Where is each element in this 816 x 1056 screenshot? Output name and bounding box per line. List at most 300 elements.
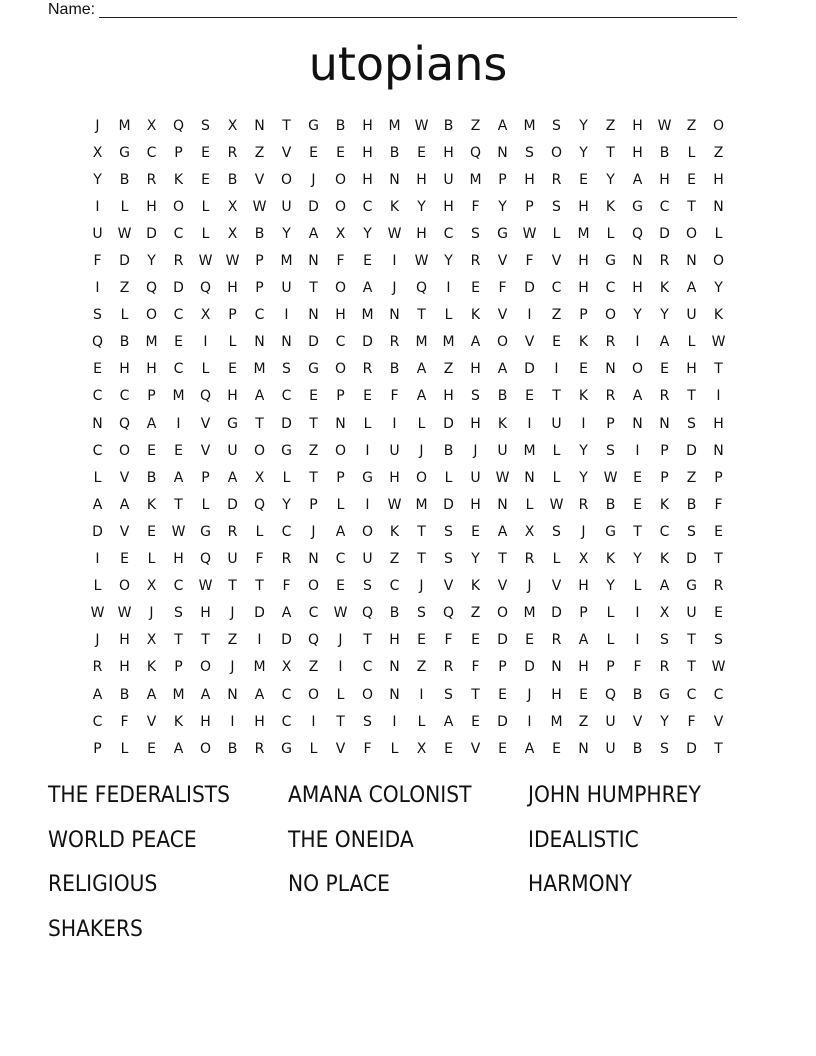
- grid-letter: H: [146, 198, 157, 215]
- grid-letter: P: [714, 469, 723, 486]
- grid-letter: T: [255, 415, 264, 432]
- grid-letter: S: [93, 307, 102, 324]
- grid-letter: E: [174, 334, 183, 351]
- grid-letter: A: [146, 415, 157, 432]
- grid-letter: J: [473, 442, 478, 459]
- grid-letter: N: [308, 253, 319, 270]
- grid-letter: M: [172, 388, 185, 405]
- grid-letter: H: [713, 171, 724, 188]
- grid-letter: N: [389, 659, 400, 676]
- grid-letter: A: [497, 117, 508, 134]
- grid-letter: C: [173, 225, 184, 242]
- grid-letter: O: [415, 469, 428, 486]
- grid-letter: W: [657, 117, 672, 134]
- grid-letter: R: [470, 253, 481, 270]
- grid-letter: F: [120, 713, 129, 730]
- grid-letter: Z: [119, 280, 130, 297]
- grid-letter: A: [578, 632, 589, 649]
- grid-letter: N: [551, 659, 562, 676]
- grid-letter: O: [118, 442, 131, 459]
- grid-letter: A: [254, 388, 265, 405]
- grid-letter: O: [334, 280, 347, 297]
- grid-letter: A: [173, 469, 184, 486]
- grid-letter: Y: [579, 117, 588, 134]
- grid-letter: R: [92, 659, 103, 676]
- grid-letter: N: [497, 496, 508, 513]
- grid-letter: Z: [389, 551, 400, 568]
- word-bank-item: SHAKERS: [48, 916, 143, 942]
- grid-letter: O: [280, 171, 293, 188]
- grid-letter: Z: [254, 144, 265, 161]
- grid-letter: D: [281, 632, 292, 649]
- grid-letter: Q: [91, 334, 104, 351]
- grid-letter: B: [254, 225, 265, 242]
- grid-letter: K: [173, 171, 184, 188]
- grid-letter: V: [713, 713, 724, 730]
- grid-letter: P: [255, 253, 264, 270]
- grid-letter: I: [581, 415, 586, 432]
- grid-letter: I: [230, 713, 235, 730]
- grid-letter: E: [687, 171, 696, 188]
- grid-letter: W: [387, 496, 402, 513]
- name-field: [48, 0, 737, 18]
- grid-letter: J: [338, 632, 343, 649]
- grid-letter: L: [552, 469, 561, 486]
- grid-letter: K: [659, 551, 670, 568]
- grid-letter: E: [498, 686, 507, 703]
- grid-letter: E: [309, 388, 318, 405]
- grid-letter: X: [227, 198, 238, 215]
- grid-letter: L: [417, 713, 426, 730]
- grid-letter: L: [255, 523, 264, 540]
- grid-letter: J: [581, 523, 586, 540]
- grid-letter: T: [336, 713, 345, 730]
- grid-letter: E: [363, 253, 372, 270]
- grid-letter: V: [254, 171, 265, 188]
- grid-letter: N: [254, 117, 265, 134]
- grid-letter: A: [416, 361, 427, 378]
- grid-letter: H: [362, 117, 373, 134]
- grid-letter: R: [578, 496, 589, 513]
- grid-letter: Q: [307, 632, 320, 649]
- grid-letter: N: [632, 415, 643, 432]
- grid-letter: R: [524, 551, 535, 568]
- grid-letter: T: [417, 307, 426, 324]
- grid-letter: H: [578, 280, 589, 297]
- grid-letter: D: [443, 496, 454, 513]
- grid-letter: A: [416, 388, 427, 405]
- grid-letter: M: [253, 361, 266, 378]
- grid-letter: K: [659, 496, 670, 513]
- grid-letter: E: [471, 632, 480, 649]
- grid-letter: Q: [442, 605, 455, 622]
- grid-letter: D: [524, 659, 535, 676]
- grid-letter: P: [579, 307, 588, 324]
- grid-letter: S: [525, 144, 534, 161]
- grid-letter: N: [497, 144, 508, 161]
- grid-letter: X: [200, 307, 211, 324]
- grid-letter: A: [281, 605, 292, 622]
- grid-letter: N: [389, 307, 400, 324]
- grid-letter: Z: [686, 117, 697, 134]
- grid-letter: Z: [308, 659, 319, 676]
- grid-letter: T: [687, 632, 696, 649]
- grid-letter: I: [176, 415, 181, 432]
- grid-letter: R: [254, 740, 265, 757]
- grid-letter: H: [632, 280, 643, 297]
- grid-letter: R: [443, 659, 454, 676]
- grid-letter: S: [552, 523, 561, 540]
- grid-letter: S: [282, 361, 291, 378]
- grid-letter: Y: [471, 551, 480, 568]
- grid-letter: D: [686, 442, 697, 459]
- grid-letter: S: [471, 225, 480, 242]
- grid-letter: D: [551, 605, 562, 622]
- word-bank-item: IDEALISTIC: [528, 827, 639, 853]
- grid-letter: T: [228, 578, 237, 595]
- grid-letter: S: [606, 442, 615, 459]
- grid-letter: B: [146, 469, 157, 486]
- grid-letter: S: [417, 605, 426, 622]
- grid-letter: I: [338, 659, 343, 676]
- grid-letter: J: [95, 632, 100, 649]
- grid-letter: O: [604, 307, 617, 324]
- grid-letter: G: [308, 117, 319, 134]
- grid-letter: I: [716, 388, 721, 405]
- grid-letter: L: [363, 415, 372, 432]
- grid-letter: C: [281, 686, 292, 703]
- grid-letter: M: [469, 171, 482, 188]
- grid-letter: U: [281, 280, 292, 297]
- grid-letter: Q: [172, 117, 185, 134]
- grid-letter: K: [146, 659, 157, 676]
- grid-letter: V: [119, 523, 130, 540]
- grid-letter: W: [117, 225, 132, 242]
- grid-letter: E: [714, 523, 723, 540]
- grid-letter: B: [389, 605, 400, 622]
- grid-letter: H: [119, 632, 130, 649]
- grid-letter: E: [201, 144, 210, 161]
- grid-letter: I: [95, 198, 100, 215]
- grid-letter: F: [498, 280, 507, 297]
- grid-letter: E: [120, 551, 129, 568]
- grid-letter: A: [632, 388, 643, 405]
- name-label: Name:: [48, 1, 96, 18]
- grid-letter: I: [527, 307, 532, 324]
- grid-letter: C: [686, 686, 697, 703]
- grid-letter: N: [308, 307, 319, 324]
- grid-letter: L: [552, 551, 561, 568]
- grid-letter: O: [253, 442, 266, 459]
- grid-letter: Y: [93, 171, 102, 188]
- grid-letter: U: [470, 469, 481, 486]
- grid-letter: B: [605, 496, 616, 513]
- grid-letter: J: [230, 659, 235, 676]
- puzzle-title: utopians: [308, 37, 508, 91]
- grid-letter: X: [254, 469, 265, 486]
- grid-letter: E: [633, 496, 642, 513]
- grid-letter: O: [631, 361, 644, 378]
- grid-letter: W: [198, 253, 213, 270]
- grid-letter: L: [606, 605, 615, 622]
- grid-letter: F: [471, 659, 480, 676]
- grid-letter: F: [471, 198, 480, 215]
- grid-letter: X: [416, 740, 427, 757]
- grid-letter: A: [92, 686, 103, 703]
- grid-letter: O: [307, 578, 320, 595]
- grid-letter: H: [389, 632, 400, 649]
- grid-letter: P: [660, 469, 669, 486]
- grid-letter: V: [281, 144, 292, 161]
- grid-letter: C: [254, 307, 265, 324]
- grid-letter: N: [227, 686, 238, 703]
- grid-letter: M: [172, 686, 185, 703]
- grid-letter: A: [470, 334, 481, 351]
- grid-letter: E: [363, 388, 372, 405]
- grid-letter: V: [200, 415, 211, 432]
- grid-letter: T: [174, 496, 183, 513]
- grid-letter: A: [308, 225, 319, 242]
- grid-letter: K: [470, 307, 481, 324]
- grid-letter: P: [525, 198, 534, 215]
- grid-letter: M: [415, 334, 428, 351]
- grid-letter: V: [632, 713, 643, 730]
- grid-letter: D: [686, 740, 697, 757]
- grid-letter: K: [605, 551, 616, 568]
- grid-letter: M: [361, 307, 374, 324]
- grid-letter: G: [281, 740, 292, 757]
- grid-letter: Y: [444, 253, 453, 270]
- grid-letter: B: [686, 496, 697, 513]
- grid-letter: D: [659, 225, 670, 242]
- grid-letter: E: [417, 144, 426, 161]
- grid-letter: M: [523, 442, 536, 459]
- grid-letter: H: [578, 198, 589, 215]
- grid-letter: V: [200, 442, 211, 459]
- grid-letter: F: [363, 740, 372, 757]
- grid-letter: C: [659, 198, 670, 215]
- grid-letter: K: [578, 388, 589, 405]
- grid-letter: I: [284, 307, 289, 324]
- grid-letter: F: [93, 253, 102, 270]
- grid-letter: Q: [199, 280, 212, 297]
- grid-letter: X: [92, 144, 103, 161]
- grid-letter: L: [201, 361, 210, 378]
- grid-letter: Y: [417, 198, 426, 215]
- grid-letter: G: [281, 442, 292, 459]
- grid-letter: F: [255, 551, 264, 568]
- grid-letter: W: [198, 578, 213, 595]
- grid-letter: Y: [633, 307, 642, 324]
- grid-letter: H: [524, 171, 535, 188]
- grid-letter: L: [687, 334, 696, 351]
- grid-letter: S: [174, 605, 183, 622]
- grid-letter: Q: [361, 605, 374, 622]
- grid-letter: A: [254, 686, 265, 703]
- grid-letter: O: [496, 334, 509, 351]
- grid-letter: R: [605, 334, 616, 351]
- grid-letter: N: [659, 415, 670, 432]
- grid-letter: B: [119, 686, 130, 703]
- grid-letter: L: [714, 225, 723, 242]
- grid-letter: U: [227, 442, 238, 459]
- grid-letter: W: [414, 117, 429, 134]
- grid-letter: C: [92, 442, 103, 459]
- grid-letter: H: [173, 551, 184, 568]
- grid-letter: G: [119, 144, 130, 161]
- grid-letter: C: [308, 605, 319, 622]
- grid-letter: S: [552, 198, 561, 215]
- grid-letter: X: [227, 117, 238, 134]
- grid-letter: E: [336, 578, 345, 595]
- grid-letter: S: [660, 632, 669, 649]
- grid-letter: K: [578, 334, 589, 351]
- grid-letter: E: [471, 280, 480, 297]
- grid-letter: C: [551, 280, 562, 297]
- grid-letter: D: [497, 632, 508, 649]
- grid-letter: K: [470, 578, 481, 595]
- grid-letter: L: [444, 307, 453, 324]
- grid-letter: X: [659, 605, 670, 622]
- grid-letter: C: [173, 361, 184, 378]
- grid-letter: T: [417, 551, 426, 568]
- grid-letter: S: [444, 686, 453, 703]
- grid-letter: I: [257, 632, 262, 649]
- grid-letter: W: [711, 334, 726, 351]
- grid-letter: A: [497, 361, 508, 378]
- grid-letter: U: [92, 225, 103, 242]
- grid-letter: E: [147, 740, 156, 757]
- grid-letter: J: [419, 578, 424, 595]
- grid-letter: X: [227, 225, 238, 242]
- grid-letter: L: [309, 740, 318, 757]
- grid-letter: K: [173, 713, 184, 730]
- grid-letter: H: [227, 280, 238, 297]
- grid-letter: G: [227, 415, 238, 432]
- grid-letter: I: [527, 713, 532, 730]
- grid-letter: T: [552, 388, 561, 405]
- grid-letter: U: [389, 442, 400, 459]
- grid-letter: H: [443, 198, 454, 215]
- grid-letter: S: [687, 415, 696, 432]
- grid-letter: L: [552, 225, 561, 242]
- grid-letter: T: [498, 551, 507, 568]
- grid-letter: V: [497, 578, 508, 595]
- grid-letter: C: [443, 225, 454, 242]
- grid-letter: W: [90, 605, 105, 622]
- grid-letter: H: [470, 415, 481, 432]
- grid-letter: P: [579, 605, 588, 622]
- grid-letter: R: [551, 171, 562, 188]
- grid-letter: Z: [308, 442, 319, 459]
- grid-letter: H: [578, 253, 589, 270]
- grid-letter: Y: [633, 551, 642, 568]
- grid-letter: E: [660, 361, 669, 378]
- grid-letter: B: [119, 334, 130, 351]
- grid-letter: M: [577, 225, 590, 242]
- grid-letter: L: [606, 632, 615, 649]
- grid-letter: F: [633, 659, 642, 676]
- grid-letter: G: [605, 253, 616, 270]
- grid-letter: L: [93, 578, 102, 595]
- grid-letter: L: [282, 469, 291, 486]
- grid-letter: L: [120, 198, 129, 215]
- grid-letter: U: [362, 551, 373, 568]
- word-bank-item: AMANA COLONIST: [288, 783, 472, 808]
- grid-letter: S: [363, 713, 372, 730]
- grid-letter: L: [120, 740, 129, 757]
- grid-letter: H: [470, 496, 481, 513]
- grid-letter: T: [714, 551, 723, 568]
- grid-letter: P: [201, 469, 210, 486]
- grid-letter: V: [551, 578, 562, 595]
- grid-letter: T: [309, 280, 318, 297]
- grid-letter: Y: [579, 442, 588, 459]
- grid-letter: G: [605, 523, 616, 540]
- grid-letter: L: [417, 415, 426, 432]
- grid-letter: M: [145, 334, 158, 351]
- grid-letter: C: [281, 523, 292, 540]
- grid-letter: V: [551, 253, 562, 270]
- grid-letter: C: [173, 578, 184, 595]
- grid-letter: E: [471, 713, 480, 730]
- grid-letter: D: [686, 551, 697, 568]
- grid-letter: R: [659, 253, 670, 270]
- grid-letter: H: [632, 117, 643, 134]
- grid-letter: H: [200, 713, 211, 730]
- grid-letter: A: [119, 496, 130, 513]
- grid-letter: A: [92, 496, 103, 513]
- grid-letter: A: [443, 713, 454, 730]
- grid-letter: E: [714, 605, 723, 622]
- word-bank-item: JOHN HUMPHREY: [528, 783, 701, 808]
- grid-letter: M: [253, 659, 266, 676]
- grid-letter: A: [146, 686, 157, 703]
- grid-letter: N: [389, 686, 400, 703]
- grid-letter: O: [334, 198, 347, 215]
- grid-letter: J: [149, 605, 154, 622]
- grid-letter: B: [632, 686, 643, 703]
- grid-letter: R: [389, 334, 400, 351]
- grid-letter: P: [660, 442, 669, 459]
- word-bank-item: WORLD PEACE: [48, 827, 197, 853]
- grid-letter: S: [363, 578, 372, 595]
- grid-letter: H: [254, 713, 265, 730]
- grid-letter: N: [281, 334, 292, 351]
- grid-letter: E: [444, 740, 453, 757]
- grid-letter: D: [497, 713, 508, 730]
- letter-grid: [84, 112, 732, 762]
- grid-letter: H: [146, 361, 157, 378]
- grid-letter: R: [227, 144, 238, 161]
- grid-letter: L: [336, 686, 345, 703]
- grid-letter: S: [444, 551, 453, 568]
- grid-letter: W: [522, 225, 537, 242]
- grid-letter: N: [632, 253, 643, 270]
- grid-letter: K: [389, 523, 400, 540]
- grid-letter: L: [201, 225, 210, 242]
- grid-letter: I: [635, 442, 640, 459]
- grid-letter: R: [659, 659, 670, 676]
- grid-letter: O: [307, 686, 320, 703]
- grid-letter: I: [635, 605, 640, 622]
- grid-letter: Z: [443, 361, 454, 378]
- grid-letter: M: [118, 117, 131, 134]
- grid-letter: R: [362, 361, 373, 378]
- grid-letter: V: [119, 469, 130, 486]
- grid-letter: I: [419, 686, 424, 703]
- grid-letter: H: [443, 144, 454, 161]
